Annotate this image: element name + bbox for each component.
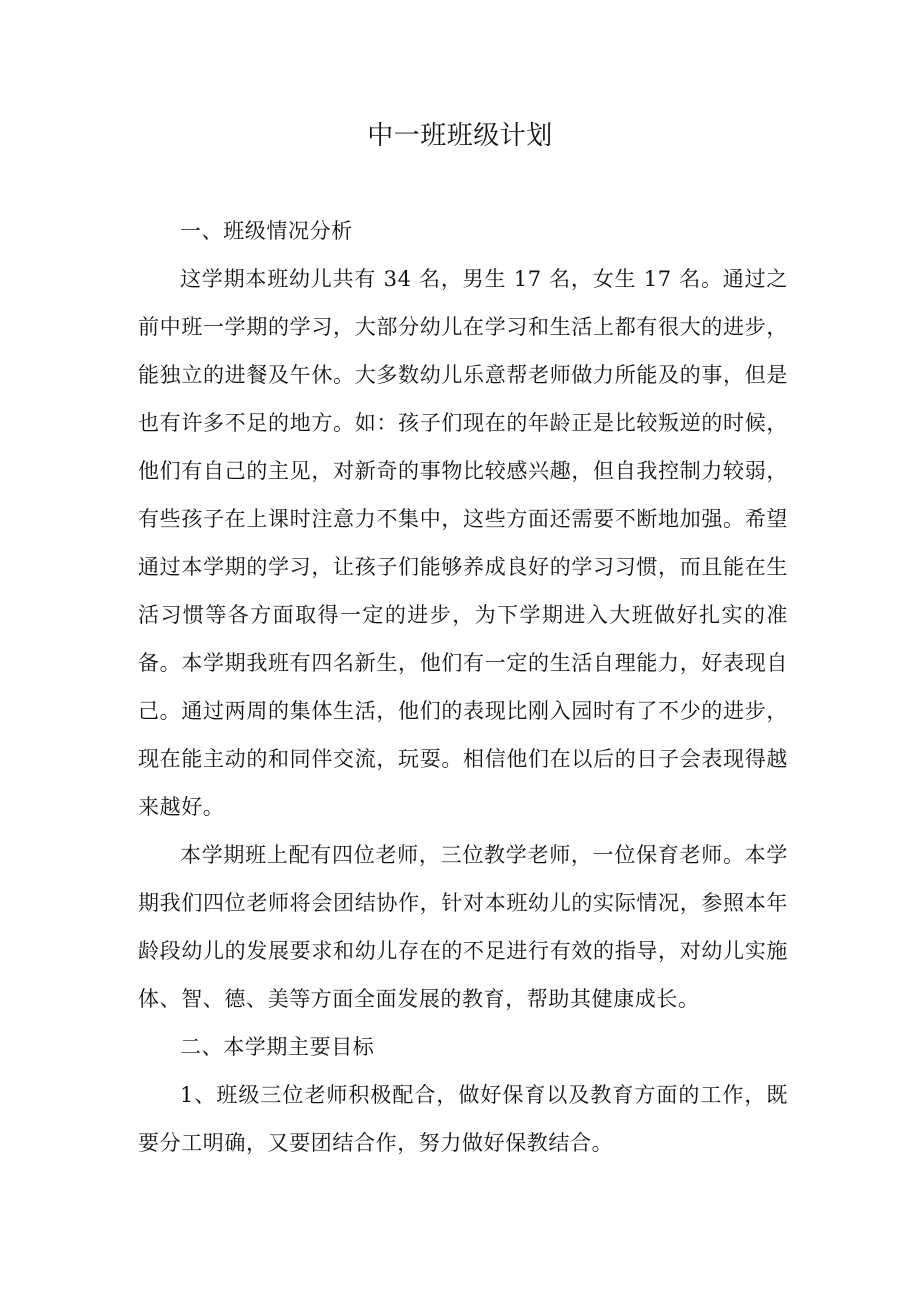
paragraph-class-situation: 这学期本班幼儿共有 34 名，男生 17 名，女生 17 名。通过之前中班一学期的学习，大部分幼儿在学习和生活上都有很大的进步，能独立的进餐及午休。大多数幼儿乐意帮老师做力所能及的事，但是也有许多不足的地方。如：孩子们现在的年龄正是比较叛逆的时候，他们有自己的主见，对新奇的事物比较感兴趣，但自我控制力较弱，有些孩子在上课时注意力不集中，这些方面还需要不断地加强。希望通过本学期的学习，让孩子们能够养成良好的学习习惯，而且能在生活习惯等各方面取得一定的进步，为下学期进入大班做好扎实的准备。本学期我班有四名新生，他们有一定的生活自理能力，好表现自己。通过两周的集体生活，他们的表现比刚入园时有了不少的进步，现在能主动的和同伴交流，玩耍。相信他们在以后的日子会表现得越来越好。 — [138, 267, 788, 819]
paragraph-teachers: 本学期班上配有四位老师，三位教学老师，一位保育老师。本学期我们四位老师将会团结协作，针对本班幼儿的实际情况，参照本年龄段幼儿的发展要求和幼儿存在的不足进行有效的指导，对幼儿实施体、智、德、美等方面全面发展的教育，帮助其健康成长。 — [138, 843, 788, 1011]
document-title: 中一班班级计划 — [367, 121, 553, 151]
paragraph-goal-1: 1、班级三位老师积极配合，做好保育以及教育方面的工作，既要分工明确，又要团结合作，努力做好保教结合。 — [138, 1083, 788, 1155]
section-heading-class-analysis: 一、班级情况分析 — [180, 219, 353, 243]
section-heading-main-goals: 二、本学期主要目标 — [180, 1035, 375, 1059]
document-body — [138, 207, 788, 1167]
